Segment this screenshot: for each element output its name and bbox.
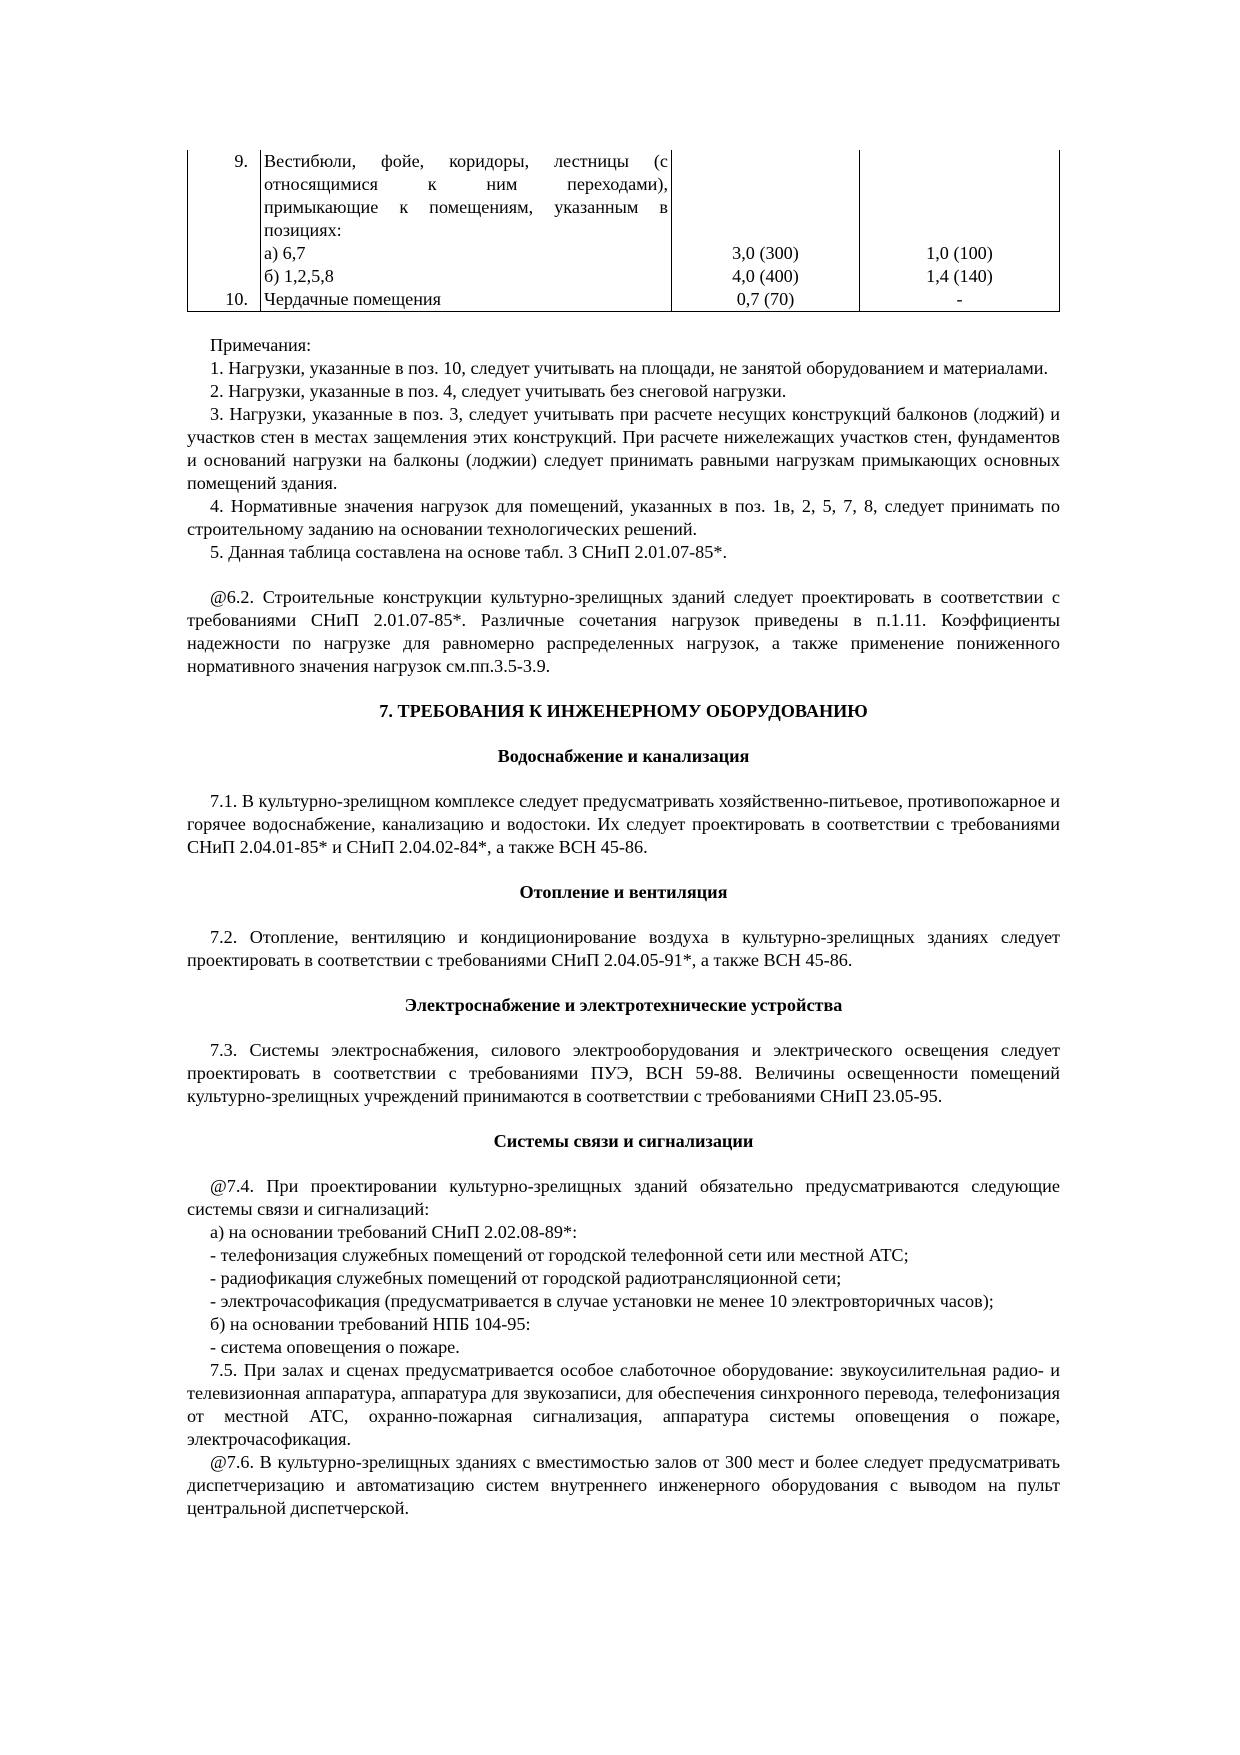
paragraph-7-1: 7.1. В культурно-зрелищном комплексе следует предусматривать хозяйственно-питьевое, противопожарное и горячее водоснабжение, канализацию и водостоки. Их следует проектировать в соответствии с требованиями СНиП 2.04.01-85* и СНиП 2.04.02-84*, а также ВСН 45-86. <box>187 791 1060 857</box>
row-name-line: примыкающие к помещениям, указанным в <box>264 197 668 217</box>
row-name: Чердачные помещения <box>261 288 672 312</box>
row-value-reduced <box>860 150 1060 288</box>
row-number: 9. <box>188 150 261 288</box>
row-value-normative <box>672 150 860 288</box>
document-page <box>187 150 1060 1520</box>
list-line: - радиофикация служебных помещений от городской радиотрансляционной сети; <box>210 1268 842 1288</box>
cell-value: 4,0 (400) <box>732 266 799 286</box>
loads-table <box>187 150 1060 312</box>
paragraph-7-5: 7.5. При залах и сценах предусматривается особое слаботочное оборудование: звукоусилительная радио- и телевизионная аппаратура, аппаратура для звукозаписи, для обеспечения синхронного перевода, телефонизация от местной АТС, охранно-пожарная сигнализация, аппаратура системы оповещения о пожаре, электрочасофикация. <box>187 1360 1060 1449</box>
note-item: 2. Нагрузки, указанные в поз. 4, следует учитывать без снеговой нагрузки. <box>210 381 787 401</box>
row-name-line: позициях: <box>264 220 342 240</box>
subsection-heading: Водоснабжение и канализация <box>497 746 750 766</box>
table-row <box>188 288 1060 312</box>
subsection-heading: Электроснабжение и электротехнические устройства <box>404 995 843 1015</box>
subsection-heading: Отопление и вентиляция <box>519 882 728 902</box>
list-line: - телефонизация служебных помещений от городской телефонной сети или местной АТС; <box>210 1245 909 1265</box>
list-line: - система оповещения о пожаре. <box>210 1337 460 1357</box>
row-sub-label: б) 1,2,5,8 <box>264 266 334 286</box>
notes-block <box>187 334 1060 564</box>
list-line: б) на основании требований НПБ 104-95: <box>210 1314 531 1334</box>
cell-value: 0,7 (70) <box>672 288 860 312</box>
note-item: 3. Нагрузки, указанные в поз. 3, следует учитывать при расчете несущих конструкций балконов (лоджий) и участков стен в местах защемления этих конструкций. При расчете нижележащих участков стен, фундаментов и оснований нагрузки на балконы (лоджии) следует принимать равными нагрузкам примыкающих основных помещений здания. <box>187 404 1060 493</box>
note-item: 5. Данная таблица составлена на основе табл. 3 СНиП 2.01.07-85*. <box>210 542 727 562</box>
paragraph-7-3: 7.3. Системы электроснабжения, силового электрооборудования и электрического освещения следует проектировать в соответствии с требованиями ПУЭ, ВСН 59-88. Величины освещенности помещений культурно-зрелищных учреждений принимаются в соответствии с требованиями СНиП 23.05-95. <box>187 1040 1060 1106</box>
note-item: 1. Нагрузки, указанные в поз. 10, следует учитывать на площади, не занятой оборудованием и материалами. <box>210 358 1049 378</box>
paragraph-6-2: @6.2. Строительные конструкции культурно-зрелищных зданий следует проектировать в соответствии с требованиями СНиП 2.01.07-85*. Различные сочетания нагрузок приведены в п.1.11. Коэффициенты надежности по нагрузке для равномерно распределенных нагрузок, а также применение пониженного нормативного значения нагрузок см.пп.3.5-3.9. <box>187 587 1060 676</box>
row-sub-label: а) 6,7 <box>264 243 306 263</box>
note-item: 4. Нормативные значения нагрузок для помещений, указанных в поз. 1в, 2, 5, 7, 8, следует принимать по строительному заданию на основании технологических решений. <box>187 496 1060 539</box>
subsection-heading: Системы связи и сигнализации <box>493 1131 754 1151</box>
cell-value: 1,4 (140) <box>926 266 993 286</box>
paragraph-7-2: 7.2. Отопление, вентиляцию и кондиционирование воздуха в культурно-зрелищных зданиях следует проектировать в соответствии с требованиями СНиП 2.04.05-91*, а также ВСН 45-86. <box>187 927 1060 970</box>
section-title: 7. ТРЕБОВАНИЯ К ИНЖЕНЕРНОМУ ОБОРУДОВАНИЮ <box>379 701 868 721</box>
cell-value: 3,0 (300) <box>732 243 799 263</box>
table-row <box>188 150 1060 288</box>
row-name-line: относящимися к ним переходами), <box>264 174 668 194</box>
row-name <box>261 150 672 288</box>
list-line: - электрочасофикация (предусматривается в случае установки не менее 10 электровторичных часов); <box>210 1291 994 1311</box>
cell-value: - <box>860 288 1060 312</box>
notes-title: Примечания: <box>210 335 312 355</box>
list-line: а) на основании требований СНиП 2.02.08-89*: <box>210 1222 578 1242</box>
row-name-line: Вестибюли, фойе, коридоры, лестницы (с <box>264 151 668 171</box>
row-number: 10. <box>188 288 261 312</box>
paragraph-7-6: @7.6. В культурно-зрелищных зданиях с вместимостью залов от 300 мест и более следует предусматривать диспетчеризацию и автоматизацию систем внутреннего инженерного оборудования с выводом на пульт центральной диспетчерской. <box>187 1452 1060 1518</box>
cell-value: 1,0 (100) <box>926 243 993 263</box>
paragraph-7-4: @7.4. При проектировании культурно-зрелищных зданий обязательно предусматриваются следующие системы связи и сигнализаций: <box>187 1176 1060 1219</box>
